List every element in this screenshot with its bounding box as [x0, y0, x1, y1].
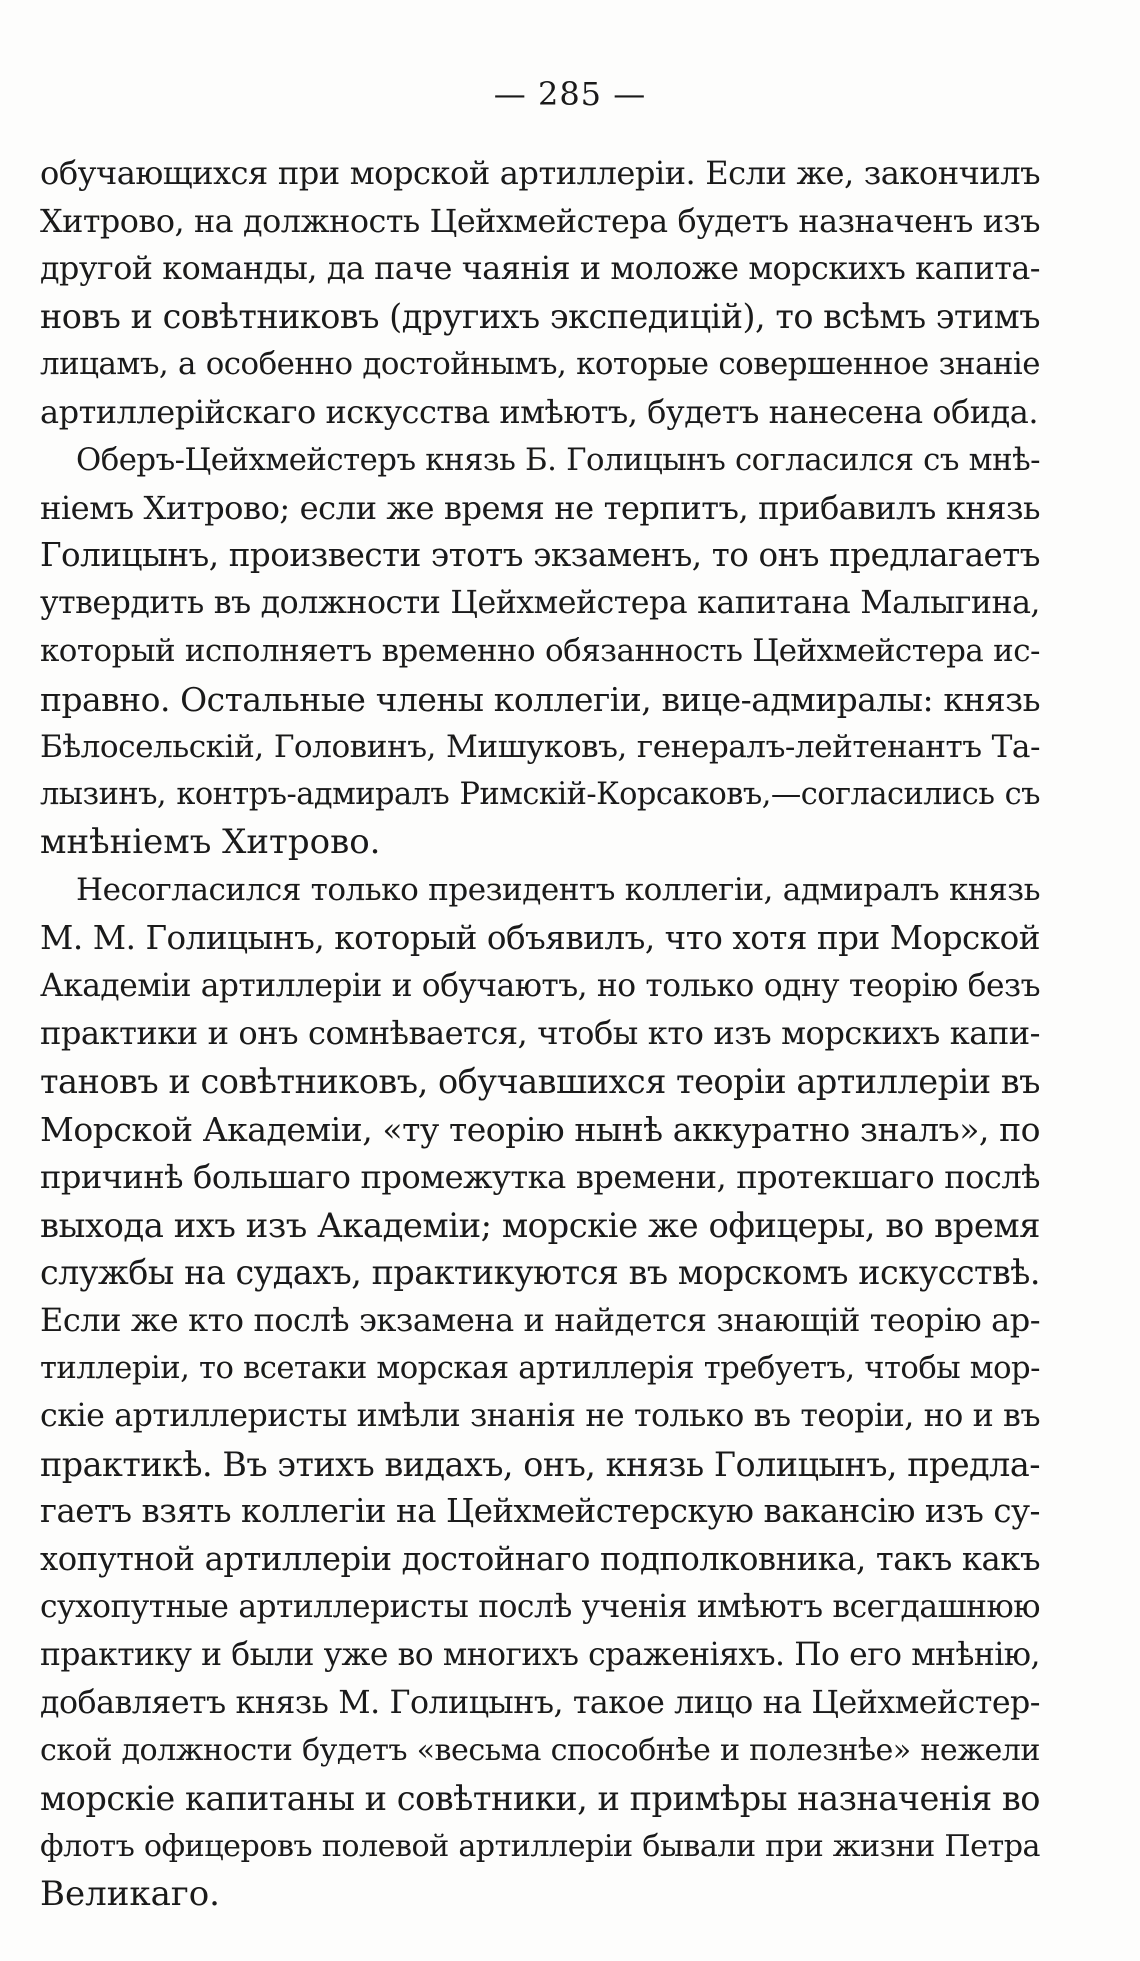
text-line: ской должности будетъ «весьма способнѣе и полезнѣе» нежели [40, 1733, 1040, 1769]
text-line: Бѣлосельскій, Головинъ, Мишуковъ, генералъ-лейтенантъ Та- [40, 728, 1040, 765]
text-line: утвердить въ должности Цейхмейстера капитана Малыгина, [40, 585, 1040, 622]
text-line: Великаго. [40, 1873, 220, 1914]
text-line: службы на судахъ, практикуются въ морскомъ искусствѣ. [40, 1253, 1040, 1293]
paragraph [40, 867, 1040, 1919]
text-line: ніемъ Хитрово; если же время не терпитъ, прибавилъ князь [40, 488, 1040, 527]
text-line: Несогласился только президентъ коллегіи, адмиралъ князь [76, 871, 1040, 908]
text-line: тиллеріи, то всетаки морская артиллерія требуетъ, чтобы мор- [40, 1350, 1040, 1386]
text-line: добавляетъ князь М. Голицынъ, такое лицо на Цейхмейстер- [40, 1684, 1040, 1721]
text-line: другой команды, да паче чаянія и моложе морскихъ капита- [40, 250, 1040, 287]
paragraph [40, 437, 1040, 867]
text-line: обучающихся при морской артиллеріи. Если же, закончилъ [40, 154, 1040, 192]
text-line: Если же кто послѣ экзамена и найдется знающій теорію ар- [40, 1301, 1040, 1340]
text-line: скіе артиллеристы имѣли знанія не только въ теоріи, но и въ [40, 1397, 1040, 1434]
text-line: Голицынъ, произвести этотъ экзаменъ, то онъ предлагаетъ [40, 536, 1040, 575]
text-line: артиллерійскаго искусства имѣютъ, будетъ нанесена обида. [40, 392, 1038, 431]
text-line: практики и онъ сомнѣвается, чтобы кто изъ морскихъ капи- [40, 1014, 1040, 1053]
text-line: Академіи артиллеріи и обучаютъ, но только одну теорію безъ [40, 967, 1040, 1004]
text-line: гаетъ взять коллегіи на Цейхмейстерскую вакансію изъ су- [40, 1492, 1040, 1531]
text-line: лицамъ, а особенно достойнымъ, которые совершенное знаніе [40, 346, 1040, 383]
text-line: Оберъ-Цейхмейстеръ князь Б. Голицынъ согласился съ мнѣ- [76, 441, 1040, 478]
text-line: флотъ офицеровъ полевой артиллеріи бывали при жизни Петра [40, 1828, 1040, 1864]
text-line: Морской Академіи, «ту теорію нынѣ аккуратно зналъ», по [40, 1109, 1040, 1149]
text-line: Хитрово, на должность Цейхмейстера будетъ назначенъ изъ [40, 202, 1040, 240]
text-line: выхода ихъ изъ Академіи; морскіе же офицеры, во время [40, 1205, 1040, 1245]
text-line: морскіе капитаны и совѣтники, и примѣры назначенія во [40, 1779, 1040, 1819]
text-line: причинѣ большаго промежутка времени, протекшаго послѣ [40, 1157, 1040, 1196]
paragraph [40, 150, 1040, 437]
text-line: лызинъ, контръ-адмиралъ Римскій-Корсаковъ,—согласились съ [40, 777, 1040, 813]
text-line: правно. Остальные члены коллегіи, вице-адмиралы: князь [40, 679, 1040, 719]
text-line: тановъ и совѣтниковъ, обучавшихся теоріи артиллеріи въ [40, 1062, 1040, 1102]
text-line: мнѣніемъ Хитрово. [40, 822, 381, 863]
text-line: новъ и совѣтниковъ (другихъ экспедицій), то всѣмъ этимъ [40, 297, 1040, 337]
page-number: — 285 — [493, 75, 647, 113]
text-line: практику и были уже во многихъ сраженіяхъ. По его мнѣнію, [40, 1636, 1040, 1673]
text-body [40, 150, 1040, 1918]
text-line: М. М. Голицынъ, который объявилъ, что хотя при Морской [40, 918, 1040, 957]
text-line: практикѣ. Въ этихъ видахъ, онъ, князь Голицынъ, предла- [40, 1444, 1040, 1484]
text-line: сухопутные артиллеристы послѣ ученія имѣютъ всегдашнюю [40, 1588, 1040, 1625]
text-line: хопутной артиллеріи достойнаго подполковника, такъ какъ [40, 1540, 1040, 1579]
text-line: который исполняетъ временно обязанность Цейхмейстера ис- [40, 632, 1040, 669]
